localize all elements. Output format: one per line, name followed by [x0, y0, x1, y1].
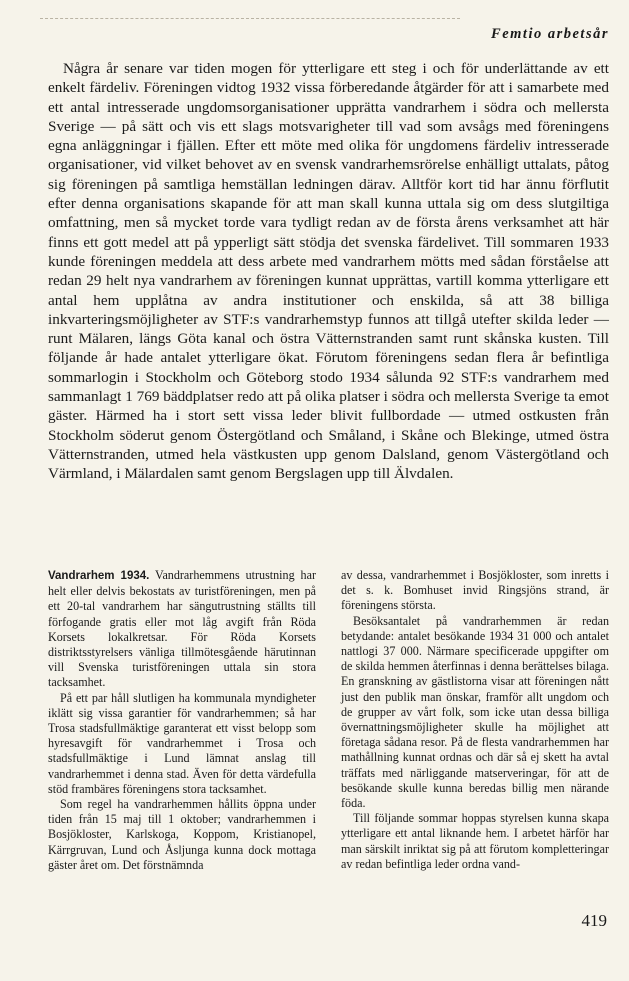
- left-column-paragraph-3: Som regel ha vandrarhemmen hållits öppna under tiden från 15 maj till 1 oktober; vandrarhemmen i Bosjökloster, Karlskoga, Koppom, Kristianopel, Kärrgruvan, Lund och Åsljunga kunna dock mottaga gäster året om. Det förstnämnda: [48, 797, 316, 872]
- left-column-paragraph-1: [48, 568, 316, 691]
- section-heading: Vandrarhem 1934.: [48, 570, 150, 582]
- running-head: Femtio arbetsår: [491, 26, 609, 42]
- left-column: [48, 568, 316, 873]
- left-column-p1-text: Vandrarhemmens utrustning har helt eller delvis bekostats av turistföreningen, men på ett 20-tal vandrarhem har sängutrustning ställts till förfogande gratis eller mot låg avgift från Röda Korsets lokalkretsar. För Röda Korsets distriktsstyrelsers vänliga tillmötesgående härutinnan vill Svenska turistföreningen uttala sin stora tacksamhet.: [48, 568, 316, 690]
- right-column-paragraph-2: Besöksantalet på vandrarhemmen är redan betydande: antalet besökande 1934 31 000 och antalet nattlogi 37 000. Närmare specificerade uppgifter om de skilda hemmen återfinnas i denna berättelses bilaga. En granskning av gästlistorna visar att föreningen nått just den publik man önskar, framför allt ungdom och de grupper av vårt folk, som icke utan dessa billiga övernattningsmöjligheter skulle ha möjlighet att företaga sådana resor. På de flesta vandrarhemmen har mathållning kunnat ordnas och där så ej skett ha avtal träffats med närliggande matserveringar, för att de besökande skulle kunna beredas billig men närande föda.: [341, 613, 609, 811]
- two-column-section: [48, 568, 609, 873]
- left-column-paragraph-2: På ett par håll slutligen ha kommunala myndigheter iklätt sig vissa garantier för vandrarhemmen; så har Trosa stadsfullmäktige garanterat ett visst belopp som hyresavgift för vandrarhemmet i Trosa och stadsfullmäktige i Lund lämnat anslag till vandrarhemmet i denna stad. Även för detta värdefulla stöd frambäres föreningens stora tacksamhet.: [48, 690, 316, 796]
- main-paragraph: Några år senare var tiden mogen för ytterligare ett steg i och för underlättande av ett enkelt färdeliv. Föreningen vidtog 1932 vissa förberedande åtgärder för att i samarbete med ett antal intresserade ungdomsorganisationer upprätta vandrarhem i södra och mellersta Sverige — på sätt och vis ett slags motsvarigheter till vad som avsågs med föreningens egna anläggningar i fjällen. Efter ett möte med olika för ungdomens färdeliv intresserade organisationer, vid vilket behovet av en svensk vandrarhemsrörelse enhälligt uttalats, påtog sig föreningen på samtliga hemställan ledningen därav. Alltför kort tid har ännu förflutit efter denna organisations skapande för att man skall kunna uttala sig om dess slutgiltiga omfattning, men så mycket torde vara tydligt redan av de första årens verksamhet att här finns ett gott medel att på ypperligt sätt stödja det svenska färdelivet. Till sommaren 1933 kunde föreningen meddela att dess arbete med vandrarhem mötts med sådan förståelse att redan 29 helt nya vandrarhem av föreningen kunnat upprättas, vartill komma ytterligare ett antal hem upplåtna av andra institutioner och enskilda, så att 38 billiga inkvarteringsmöjligheter av STF:s vandrarhemstyp funnos att tillgå utefter skilda leder — runt Mälaren, längs Göta kanal och östra Vätternstranden samt runt skånska kusten. Till följande år hade antalet ytterligare ökat. Förutom föreningens sedan flera år befintliga sommarlogin i Stockholm och Göteborg stodo 1934 sålunda 92 STF:s vandrarhem med sammanlagt 1 769 bäddplatser redo att på olika platser i södra och mellersta Sverige ta emot gäster. Härmed ha i stort sett vissa leder blivit fullbordade — utmed ostkusten från Stockholm söderut genom Östergötland och Småland, i Skåne och Blekinge, utmed östra Vätternstranden, utmed hela västkusten upp genom Dalsland, genom Västergötland och Värmland, i Mälardalen samt genom Bergslagen upp till Älvdalen.: [48, 60, 609, 483]
- right-column-paragraph-1: av dessa, vandrarhemmet i Bosjökloster, som inretts i det s. k. Bomhuset invid Ringsjöns strand, är föreningens största.: [341, 568, 609, 613]
- page-number: 419: [581, 911, 607, 930]
- right-column-paragraph-3: Till följande sommar hoppas styrelsen kunna skapa ytterligare ett antal liknande hem. I arbetet härför har man särskilt inriktat sig på att förutom kompletteringar av redan befintliga leder ordna vand-: [341, 811, 609, 871]
- top-rule: [40, 18, 460, 20]
- right-column: [341, 568, 609, 873]
